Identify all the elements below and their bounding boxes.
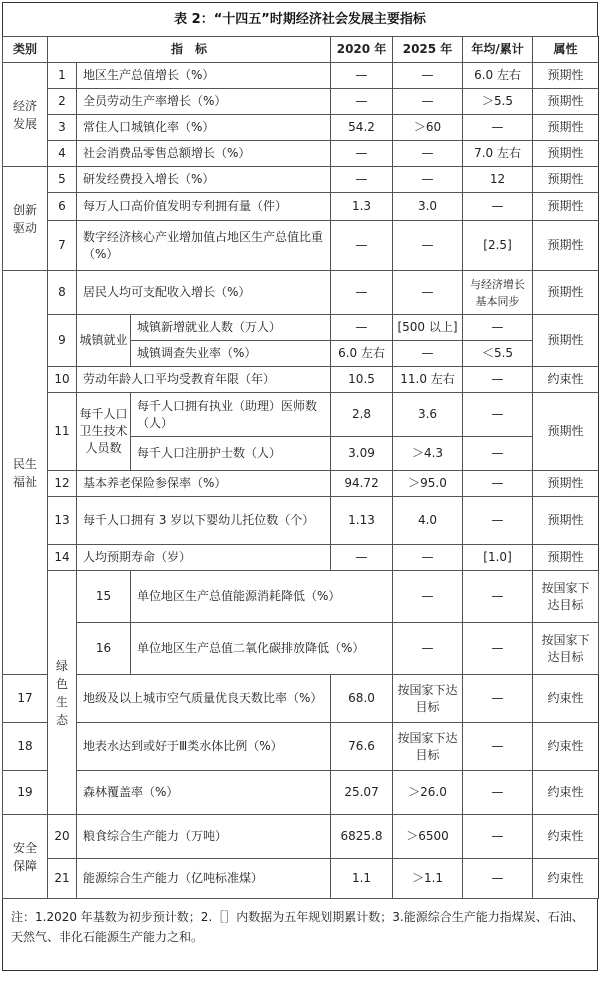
row-number: 18: [3, 723, 48, 771]
row-number: 7: [48, 221, 77, 271]
row-number: 15: [77, 571, 131, 623]
value-avg: 7.0 左右: [463, 141, 533, 167]
value-attr: 预期性: [533, 167, 599, 193]
value-2020: 1.3: [331, 193, 393, 221]
value-2020: —: [331, 545, 393, 571]
value-2020: —: [331, 63, 393, 89]
value-attr: 预期性: [533, 221, 599, 271]
value-2025: ＞1.1: [393, 859, 463, 899]
row-number: 12: [48, 471, 77, 497]
row-number: 9: [48, 315, 77, 367]
value-2025: 11.0 左右: [393, 367, 463, 393]
indicator-name: 每千人口拥有执业（助理）医师数（人）: [131, 393, 331, 437]
value-attr: 预期性: [533, 89, 599, 115]
header-category: 类别: [3, 37, 48, 63]
table-row: [3, 167, 599, 193]
table-row: [3, 571, 599, 623]
value-2025: ＞6500: [393, 815, 463, 859]
indicator-name: 每千人口注册护士数（人）: [131, 437, 331, 471]
value-2020: 1.13: [331, 497, 393, 545]
value-attr: 约束性: [533, 723, 599, 771]
value-avg: —: [463, 723, 533, 771]
header-2025: 2025 年: [393, 37, 463, 63]
indicator-name: 全员劳动生产率增长（%）: [77, 89, 331, 115]
value-2020: —: [331, 271, 393, 315]
value-avg: 12: [463, 167, 533, 193]
header-indicator: 指 标: [48, 37, 331, 63]
value-2020: —: [331, 141, 393, 167]
value-2025: —: [393, 89, 463, 115]
value-2020: 68.0: [331, 675, 393, 723]
value-2020: 76.6: [331, 723, 393, 771]
value-avg: —: [463, 393, 533, 437]
table-row: [3, 315, 599, 341]
row-number: 11: [48, 393, 77, 471]
value-avg: ＜5.5: [463, 341, 533, 367]
value-2020: —: [393, 623, 463, 675]
category-green: 绿色生态: [48, 571, 77, 815]
indicator-name: 每万人口高价值发明专利拥有量（件）: [77, 193, 331, 221]
row-number: 17: [3, 675, 48, 723]
indicator-name: 常住人口城镇化率（%）: [77, 115, 331, 141]
table-row: [3, 771, 599, 815]
value-avg: —: [463, 437, 533, 471]
table-row: [3, 815, 599, 859]
group-label: 每千人口卫生技术人员数: [77, 393, 131, 471]
value-attr: 预期性: [533, 115, 599, 141]
header-row: [3, 37, 599, 63]
value-attr: 约束性: [533, 367, 599, 393]
indicator-name: 单位地区生产总值二氧化碳排放降低（%）: [131, 623, 393, 675]
value-2020: 2.8: [331, 393, 393, 437]
table-row: [3, 221, 599, 271]
value-avg: 与经济增长基本同步: [463, 271, 533, 315]
header-2020: 2020 年: [331, 37, 393, 63]
value-attr: 预期性: [533, 141, 599, 167]
indicator-name: 地级及以上城市空气质量优良天数比率（%）: [77, 675, 331, 723]
value-avg: —: [463, 815, 533, 859]
value-avg: —: [463, 193, 533, 221]
table-row: [3, 367, 599, 393]
indicator-name: 城镇调查失业率（%）: [131, 341, 331, 367]
value-2020: 54.2: [331, 115, 393, 141]
table-row: [3, 497, 599, 545]
indicator-name: 人均预期寿命（岁）: [77, 545, 331, 571]
table-row: [3, 63, 599, 89]
header-attr: 属性: [533, 37, 599, 63]
value-2020: 25.07: [331, 771, 393, 815]
value-2020: —: [331, 89, 393, 115]
value-avg: —: [463, 367, 533, 393]
value-attr: 预期性: [533, 193, 599, 221]
value-attr: 预期性: [533, 63, 599, 89]
table-row: [3, 471, 599, 497]
indicator-name: 研发经费投入增长（%）: [77, 167, 331, 193]
indicator-name: 社会消费品零售总额增长（%）: [77, 141, 331, 167]
indicator-name: 森林覆盖率（%）: [77, 771, 331, 815]
value-attr: 约束性: [533, 859, 599, 899]
value-2025: ＞26.0: [393, 771, 463, 815]
indicator-name: 城镇新增就业人数（万人）: [131, 315, 331, 341]
value-2025: 3.0: [393, 193, 463, 221]
value-avg: ＞5.5: [463, 89, 533, 115]
value-2020: 3.09: [331, 437, 393, 471]
row-number: 2: [48, 89, 77, 115]
value-2020: —: [393, 571, 463, 623]
value-2020: —: [331, 315, 393, 341]
category-welfare: 民生福祉: [3, 271, 48, 675]
value-avg: —: [463, 675, 533, 723]
row-number: 14: [48, 545, 77, 571]
indicator-name: 居民人均可支配收入增长（%）: [77, 271, 331, 315]
row-number: 3: [48, 115, 77, 141]
table-row: [3, 545, 599, 571]
value-attr: 约束性: [533, 815, 599, 859]
value-2025: —: [393, 167, 463, 193]
value-2025: —: [393, 545, 463, 571]
value-2020: 6.0 左右: [331, 341, 393, 367]
value-2025: —: [463, 623, 533, 675]
value-avg: [1.0]: [463, 545, 533, 571]
row-number: 5: [48, 167, 77, 193]
group-label: 城镇就业: [77, 315, 131, 367]
indicator-name: 基本养老保险参保率（%）: [77, 471, 331, 497]
value-avg: 按国家下达目标: [533, 571, 599, 623]
value-2025: 4.0: [393, 497, 463, 545]
row-number: 10: [48, 367, 77, 393]
value-2025: ＞4.3: [393, 437, 463, 471]
value-2025: ＞95.0: [393, 471, 463, 497]
value-avg: —: [463, 859, 533, 899]
row-number: 16: [77, 623, 131, 675]
value-2020: —: [331, 167, 393, 193]
value-avg: [2.5]: [463, 221, 533, 271]
row-number: 1: [48, 63, 77, 89]
table-row: [3, 623, 599, 675]
value-2020: 1.1: [331, 859, 393, 899]
value-attr: 预期性: [533, 471, 599, 497]
table-row: [3, 271, 599, 315]
value-attr: 预期性: [533, 545, 599, 571]
value-2020: —: [331, 221, 393, 271]
value-attr: 约束性: [533, 675, 599, 723]
row-number: 6: [48, 193, 77, 221]
value-attr: 预期性: [533, 315, 599, 367]
value-2020: 94.72: [331, 471, 393, 497]
header-avg: 年均/累计: [463, 37, 533, 63]
value-attr: 预期性: [533, 271, 599, 315]
value-2020: 6825.8: [331, 815, 393, 859]
row-number: 19: [3, 771, 48, 815]
indicator-name: 数字经济核心产业增加值占地区生产总值比重（%）: [77, 221, 331, 271]
value-avg: —: [463, 315, 533, 341]
value-avg: 6.0 左右: [463, 63, 533, 89]
value-avg: 按国家下达目标: [533, 623, 599, 675]
table-row: [3, 89, 599, 115]
indicator-name: 单位地区生产总值能源消耗降低（%）: [131, 571, 393, 623]
table-row: [3, 723, 599, 771]
indicator-name: 劳动年龄人口平均受教育年限（年）: [77, 367, 331, 393]
category-innov: 创新驱动: [3, 167, 48, 271]
category-econ: 经济发展: [3, 63, 48, 167]
row-number: 20: [48, 815, 77, 859]
value-2025: ＞60: [393, 115, 463, 141]
indicator-table: [2, 36, 599, 899]
value-2025: —: [393, 63, 463, 89]
row-number: 21: [48, 859, 77, 899]
value-avg: —: [463, 771, 533, 815]
indicator-name: 地区生产总值增长（%）: [77, 63, 331, 89]
value-2025: [500 以上]: [393, 315, 463, 341]
value-2025: —: [393, 341, 463, 367]
value-2025: —: [463, 571, 533, 623]
row-number: 8: [48, 271, 77, 315]
value-2025: 按国家下达目标: [393, 675, 463, 723]
value-attr: 约束性: [533, 771, 599, 815]
indicator-name: 能源综合生产能力（亿吨标准煤）: [77, 859, 331, 899]
value-2025: 按国家下达目标: [393, 723, 463, 771]
value-avg: —: [463, 471, 533, 497]
value-avg: —: [463, 497, 533, 545]
indicator-name: 粮食综合生产能力（万吨）: [77, 815, 331, 859]
table-title: 表 2：“十四五”时期经济社会发展主要指标: [2, 2, 598, 36]
value-2025: —: [393, 221, 463, 271]
table-row: [3, 193, 599, 221]
value-2025: —: [393, 141, 463, 167]
value-2020: 10.5: [331, 367, 393, 393]
table-footnote: 注：1.2020 年基数为初步预计数；2.［］内数据为五年规划期累计数；3.能源综合生产能力指煤炭、石油、天然气、非化石能源生产能力之和。: [2, 899, 598, 971]
table-row: [3, 675, 599, 723]
value-2025: 3.6: [393, 393, 463, 437]
table-row: [3, 141, 599, 167]
indicator-name: 地表水达到或好于Ⅲ类水体比例（%）: [77, 723, 331, 771]
table-row: [3, 859, 599, 899]
value-avg: —: [463, 115, 533, 141]
table-row: [3, 115, 599, 141]
value-2025: —: [393, 271, 463, 315]
table-row: [3, 393, 599, 437]
indicator-name: 每千人口拥有 3 岁以下婴幼儿托位数（个）: [77, 497, 331, 545]
category-security: 安全保障: [3, 815, 48, 899]
value-attr: 预期性: [533, 497, 599, 545]
row-number: 13: [48, 497, 77, 545]
row-number: 4: [48, 141, 77, 167]
value-attr: 预期性: [533, 393, 599, 471]
